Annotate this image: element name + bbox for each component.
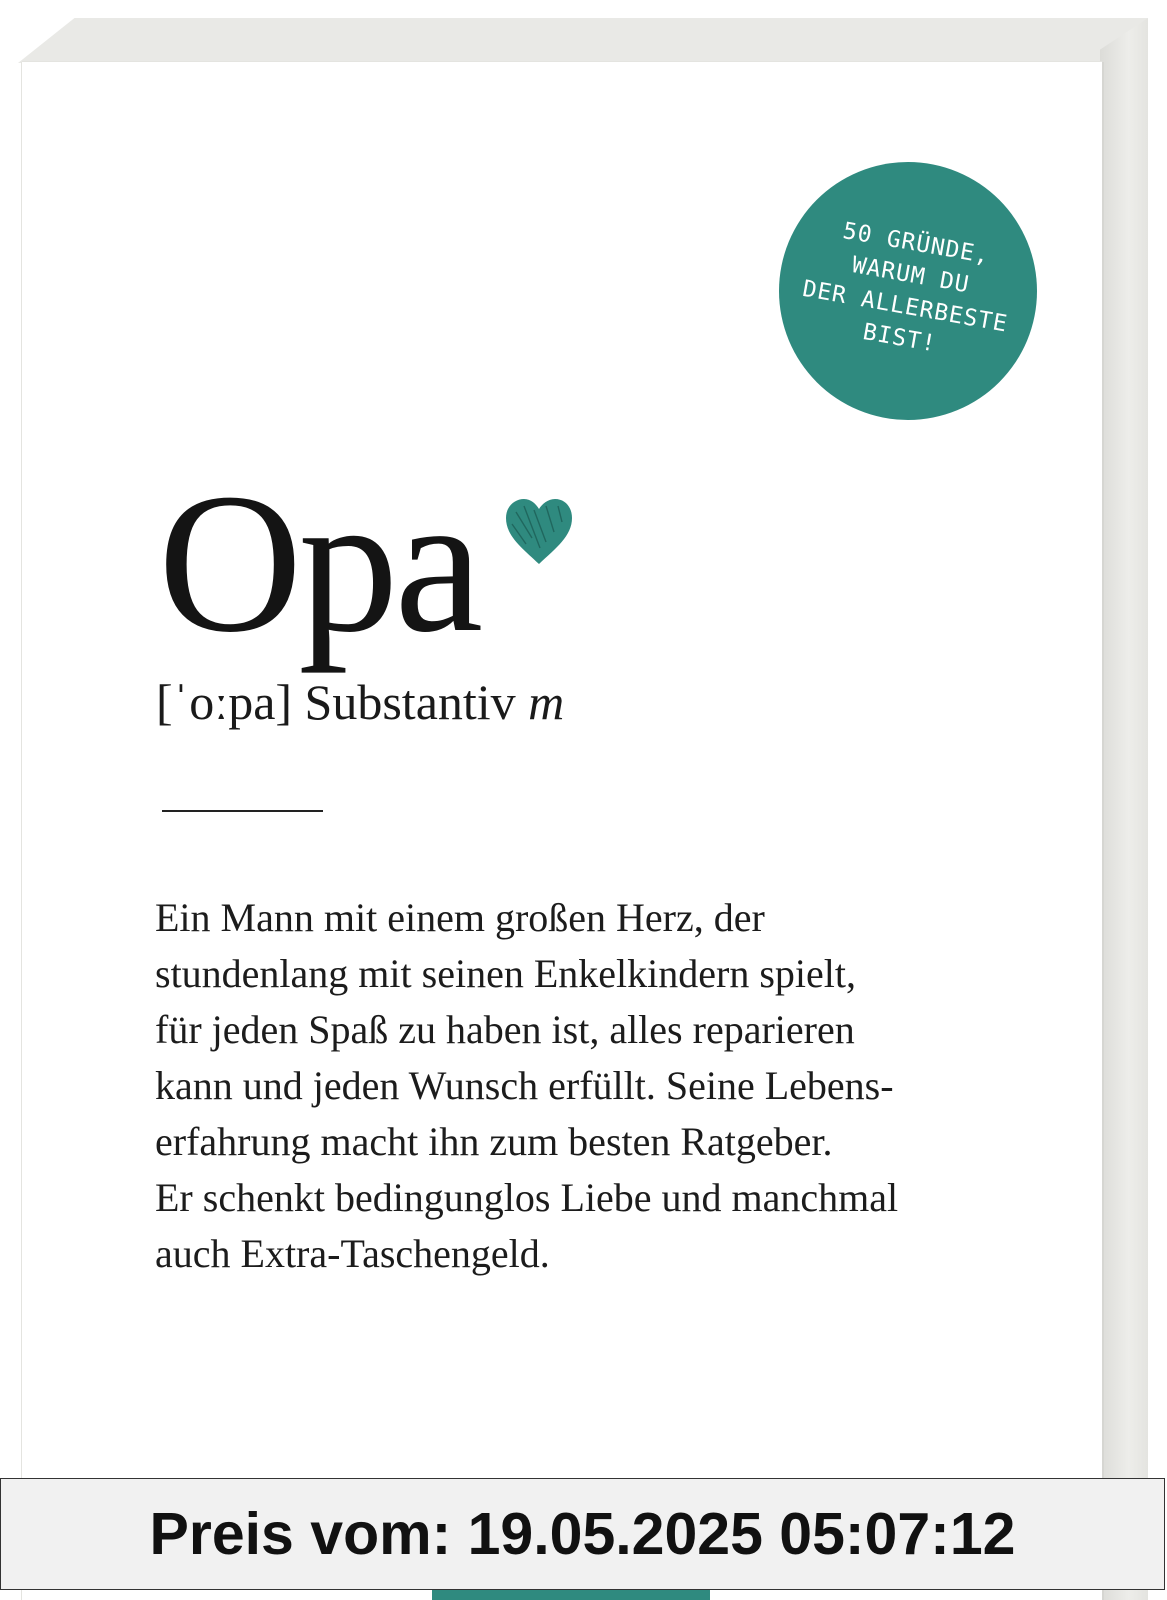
definition-line: erfahrung macht ihn zum besten Ratgeber. (155, 1119, 833, 1164)
price-timestamp: Preis vom: 19.05.2025 05:07:12 (149, 1501, 1016, 1567)
accent-strip (432, 1590, 710, 1600)
badge-text: 50 GRÜNDE, WARUM DU DER ALLERBESTE BIST! (800, 218, 1010, 358)
pronunciation-line (156, 672, 564, 732)
pronunciation: [ˈoːpa] Substantiv (156, 674, 516, 730)
definition-text (155, 890, 1035, 1282)
price-banner (0, 1478, 1165, 1590)
book-side-edge (1100, 18, 1148, 1600)
cover-title: Opa (158, 453, 480, 674)
definition-line: auch Extra-Taschengeld. (155, 1231, 550, 1276)
heart-icon (502, 496, 576, 568)
book-top-edge (18, 18, 1148, 63)
reasons-badge (779, 162, 1037, 420)
divider-line (162, 810, 323, 812)
gender-marker: m (528, 674, 565, 730)
definition-line: kann und jeden Wunsch erfüllt. Seine Lebens- (155, 1063, 894, 1108)
definition-line: Er schenkt bedingunglos Liebe und manchmal (155, 1175, 899, 1220)
definition-line: stundenlang mit seinen Enkelkindern spielt, (155, 951, 856, 996)
definition-line: Ein Mann mit einem großen Herz, der (155, 895, 765, 940)
definition-line: für jeden Spaß zu haben ist, alles reparieren (155, 1007, 855, 1052)
